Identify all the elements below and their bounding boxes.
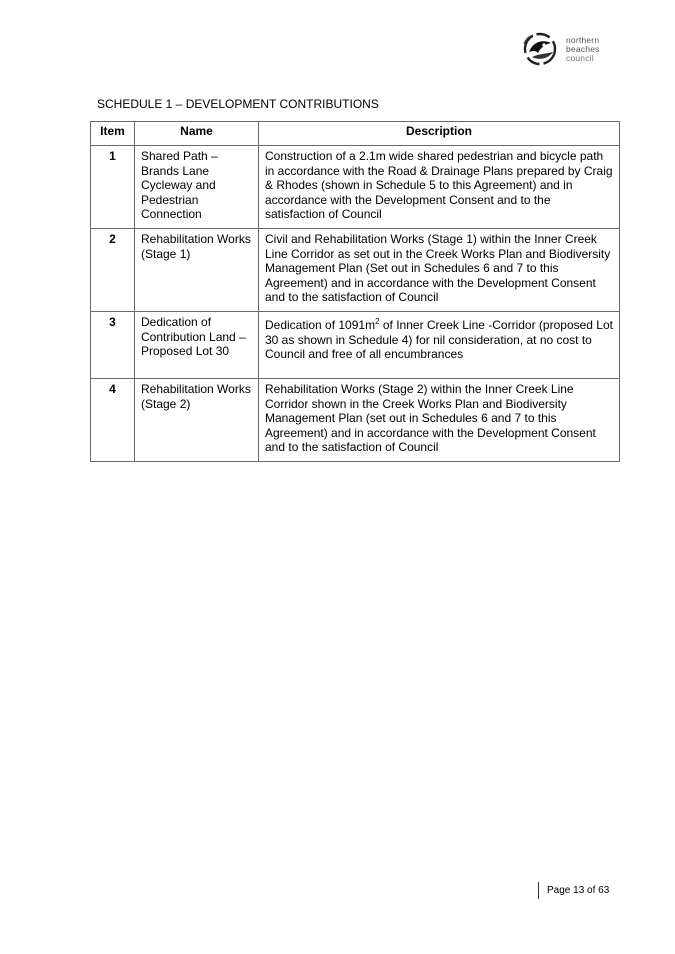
row-description: Civil and Rehabilitation Works (Stage 1) within the Inner Creek Line Corridor as set out in the Creek Works Plan and Biodiversity Management Plan (Set out in Schedules 6 and 7 to this Agreement) and in accordance with the Development Consent and to the satisfaction of Council xyxy=(259,228,620,311)
row-description xyxy=(259,311,620,378)
header-item: Item xyxy=(91,122,135,146)
row-name: Rehabilitation Works (Stage 2) xyxy=(135,378,259,461)
header-name: Name xyxy=(135,122,259,146)
row-name: Rehabilitation Works (Stage 1) xyxy=(135,228,259,311)
table-header-row xyxy=(91,122,620,146)
description-superscript: 2 xyxy=(375,316,380,326)
logo-line-1: northern xyxy=(566,34,600,45)
row-item-number: 1 xyxy=(91,146,135,229)
page-number: Page 13 of 63 xyxy=(547,885,610,896)
footer-divider xyxy=(538,882,539,899)
schedule-title: SCHEDULE 1 – DEVELOPMENT CONTRIBUTIONS xyxy=(97,97,379,111)
table-row xyxy=(91,311,620,378)
council-logo xyxy=(520,30,620,68)
row-description: Rehabilitation Works (Stage 2) within the Inner Creek Line Corridor shown in the Creek Works Plan and Biodiversity Management Plan (set out in Schedules 6 and 7 to this Agreement) and in accordance with the Development Consent and to the satisfaction of Council xyxy=(259,378,620,461)
table-row xyxy=(91,146,620,229)
logo-line-2: beaches xyxy=(566,43,600,54)
table-row xyxy=(91,228,620,311)
row-item-number: 3 xyxy=(91,311,135,378)
page-footer xyxy=(538,882,609,899)
header-description: Description xyxy=(259,122,620,146)
council-logo-mark-icon xyxy=(520,30,562,68)
row-name: Dedication of Contribution Land – Proposed Lot 30 xyxy=(135,311,259,378)
row-item-number: 2 xyxy=(91,228,135,311)
row-item-number: 4 xyxy=(91,378,135,461)
row-description: Construction of a 2.1m wide shared pedestrian and bicycle path in accordance with the Road & Drainage Plans prepared by Craig & Rhodes (shown in Schedule 5 to this Agreement) and in accordance with the Development Consent and to the satisfaction of Council xyxy=(259,146,620,229)
contributions-table xyxy=(90,121,620,462)
council-logo-text xyxy=(566,36,600,63)
description-text-end: of Inner Creek Line -Corridor (proposed Lot 30 as shown in Schedule 4) for nil consideration, at no cost to Council and free of all encumbrances xyxy=(265,317,613,362)
description-text-start: Dedication of 1091m xyxy=(265,317,376,332)
logo-line-3: council xyxy=(566,52,594,63)
table-row xyxy=(91,378,620,461)
row-name: Shared Path – Brands Lane Cycleway and Pedestrian Connection xyxy=(135,146,259,229)
